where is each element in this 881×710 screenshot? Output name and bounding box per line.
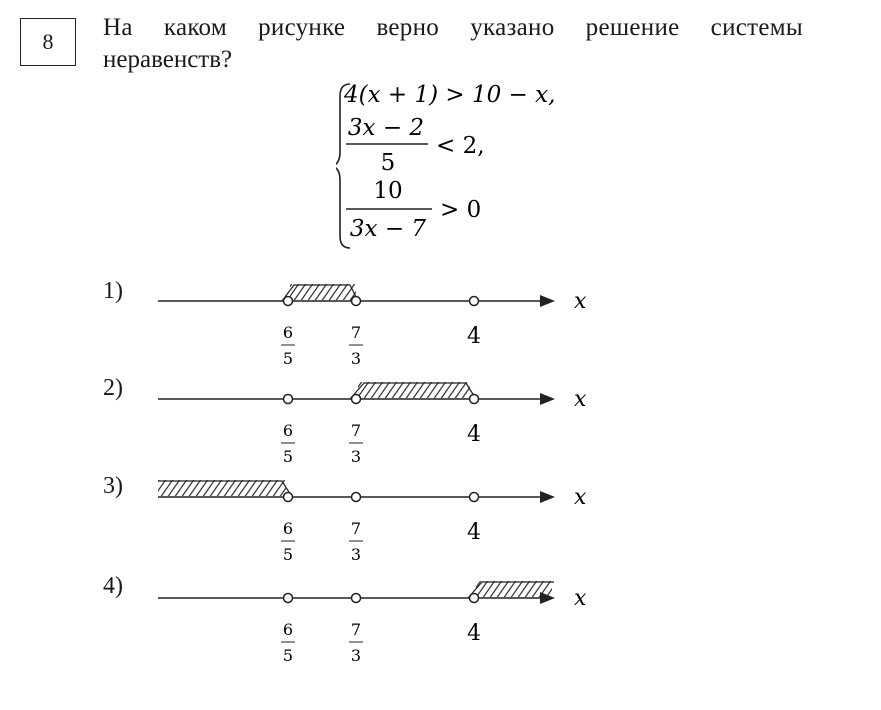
inequality-3-rhs: > 0 — [440, 197, 482, 223]
label-7-3-den: 3 — [350, 646, 362, 665]
point-6-5 — [284, 395, 293, 404]
point-6-5 — [284, 594, 293, 603]
label-6-5-num: 6 — [282, 519, 294, 538]
option-1-label[interactable]: 1) — [103, 278, 123, 304]
label-4: 4 — [467, 422, 481, 447]
point-6-5 — [284, 493, 293, 502]
point-7-3 — [352, 594, 361, 603]
label-7-3-num: 7 — [350, 620, 362, 639]
label-4: 4 — [467, 324, 481, 349]
inequality-system — [336, 78, 656, 253]
label-4: 4 — [467, 621, 481, 646]
label-7-3-num: 7 — [350, 323, 362, 342]
label-7-3-num: 7 — [350, 421, 362, 440]
inequality-2-numerator: 3x − 2 — [347, 115, 425, 141]
inequality-2-denominator: 5 — [380, 150, 396, 176]
axis-variable: x — [574, 586, 587, 611]
task-number: 8 — [42, 29, 54, 54]
label-4: 4 — [467, 520, 481, 545]
label-7-3-den: 3 — [350, 447, 362, 466]
label-7-3-den: 3 — [350, 545, 362, 564]
label-7-3-den: 3 — [350, 349, 362, 368]
axis-variable: x — [574, 387, 587, 412]
point-7-3 — [352, 297, 361, 306]
point-4 — [470, 395, 479, 404]
label-6-5-num: 6 — [282, 323, 294, 342]
label-6-5-den: 5 — [282, 545, 294, 564]
inequality-2-rhs: < 2, — [436, 133, 485, 159]
point-4 — [470, 297, 479, 306]
shaded-region — [158, 480, 286, 496]
inequality-3-numerator: 10 — [373, 178, 403, 204]
point-4 — [470, 594, 479, 603]
point-6-5 — [284, 297, 293, 306]
system-brace — [336, 84, 350, 248]
axis-variable: x — [574, 485, 587, 510]
option-2-label[interactable]: 2) — [103, 375, 123, 401]
label-6-5-num: 6 — [282, 620, 294, 639]
label-6-5-num: 6 — [282, 421, 294, 440]
point-7-3 — [352, 395, 361, 404]
option-2-number-line[interactable] — [150, 370, 610, 470]
axis-arrow-icon — [540, 295, 555, 307]
shaded-region — [358, 382, 470, 398]
label-6-5-den: 5 — [282, 447, 294, 466]
label-7-3-num: 7 — [350, 519, 362, 538]
point-4 — [470, 493, 479, 502]
point-7-3 — [352, 493, 361, 502]
option-3-number-line[interactable] — [150, 468, 610, 568]
question-text-line1: На каком рисунке верно указано решение системы — [103, 14, 803, 41]
label-6-5-den: 5 — [282, 349, 294, 368]
task-number-box — [20, 18, 76, 66]
axis-arrow-icon — [540, 393, 555, 405]
option-4-number-line[interactable] — [150, 569, 610, 669]
axis-arrow-icon — [540, 491, 555, 503]
option-3-label[interactable]: 3) — [103, 473, 123, 499]
axis-variable: x — [574, 289, 587, 314]
shaded-region — [290, 284, 356, 300]
option-4-label[interactable]: 4) — [103, 573, 123, 599]
question-text-line2: неравенств? — [103, 46, 233, 73]
label-6-5-den: 5 — [282, 646, 294, 665]
inequality-3-denominator: 3x − 7 — [349, 216, 427, 242]
inequality-1: 4(x + 1) > 10 − x, — [344, 82, 556, 108]
option-1-number-line[interactable] — [150, 272, 610, 372]
